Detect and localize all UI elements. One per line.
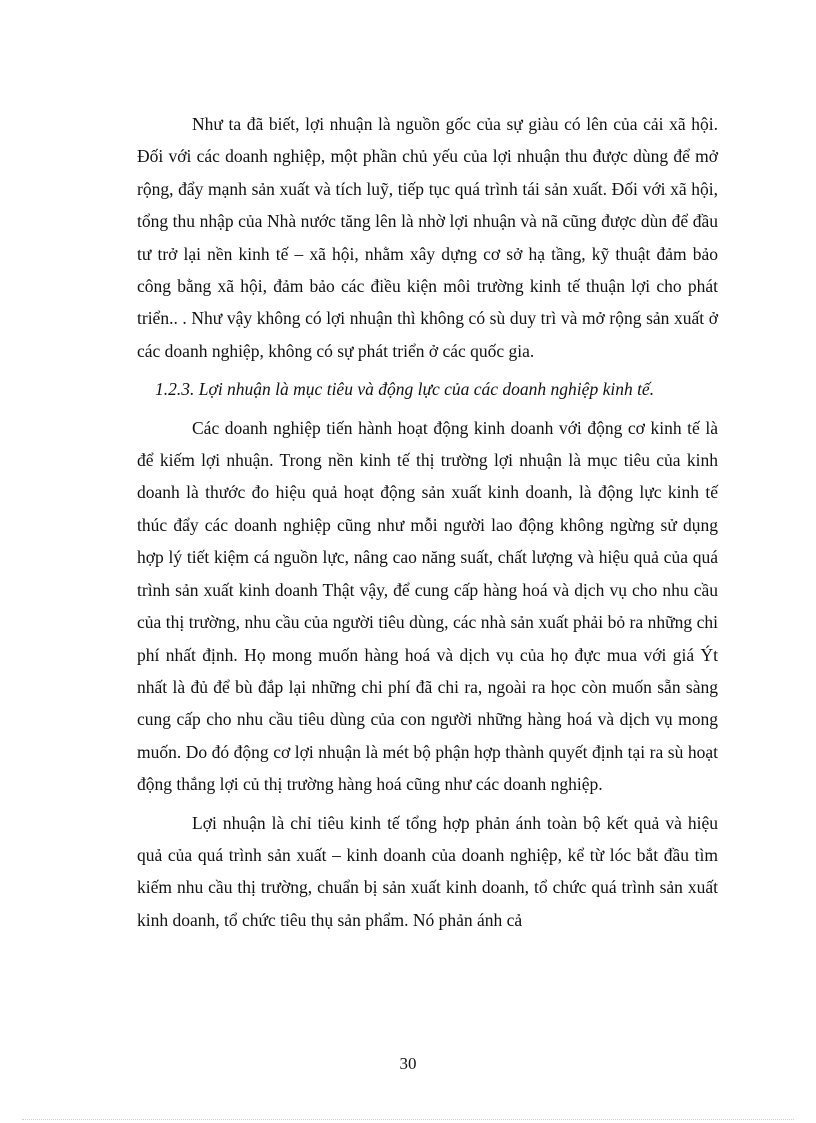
- paragraph-indicator: Lợi nhuận là chỉ tiêu kinh tế tổng hợp phản ánh toàn bộ kết quả và hiệu quả của quá trình sản xuất – kinh doanh của doanh nghiệp, kể từ lóc bắt đầu tìm kiếm nhu cầu thị trường, chuẩn bị sản xuất kinh doanh, tổ chức quá trình sản xuất kinh doanh, tổ chức tiêu thụ sản phẩm. Nó phản ánh cả: [137, 812, 718, 930]
- page-bottom-divider: [22, 1119, 794, 1120]
- page-number: 30: [399, 1054, 417, 1073]
- page-body: [137, 108, 718, 936]
- section-heading: 1.2.3. Lợi nhuận là mục tiêu và động lực của các doanh nghiệp kinh tế.: [155, 379, 655, 400]
- paragraph-intro: Như ta đã biết, lợi nhuận là nguồn gốc của sự giàu có lên của cải xã hội. Đối với các doanh nghiệp, một phần chủ yếu của lợi nhuận thu được dùng để mở rộng, đẩy mạnh sản xuất và tích luỹ, tiếp tục quá trình tái sản xuất. Đối với xã hội, tổng thu nhập của Nhà nước tăng lên là nhờ lợi nhuận và nã cũng được dùn để đầu tư trở lại nền kinh tế – xã hội, nhằm xây dựng cơ sở hạ tầng, kỹ thuật đảm bảo công bằng xã hội, đảm bảo các điều kiện môi trường kinh tế thuận lợi cho phát triển.. . Như vậy không có lợi nhuận thì không có sù duy trì và mở rộng sản xuất ở các doanh nghiệp, không có sự phát triển ở các quốc gia.: [137, 114, 718, 361]
- paragraph-motivation: Các doanh nghiệp tiến hành hoạt động kinh doanh với động cơ kinh tế là để kiếm lợi nhuận. Trong nền kinh tế thị trường lợi nhuận là mục tiêu của kinh doanh là thước đo hiệu quả hoạt động sản xuất kinh doanh, là động lực kinh tế thúc đẩy các doanh nghiệp cũng như mỗi người lao động không ngừng sử dụng hợp lý tiết kiệm cá nguồn lực, nâng cao năng suất, chất lượng và hiệu quả của quá trình sản xuất kinh doanh Thật vậy, để cung cấp hàng hoá và dịch vụ cho nhu cầu của thị trường, nhu cầu của người tiêu dùng, các nhà sản xuất phải bỏ ra những chi phí nhất định. Họ mong muốn hàng hoá và dịch vụ của họ đực mua với giá Ýt nhất là đủ để bù đắp lại những chi phí đã chi ra, ngoài ra học còn muốn sẵn sàng cung cấp cho nhu cầu tiêu dùng của con người những hàng hoá và dịch vụ mong muốn. Do đó động cơ lợi nhuận là mét bộ phận hợp thành quyết định tại ra sù hoạt động thắng lợi củ thị trường hàng hoá cũng như các doanh nghiệp.: [137, 417, 718, 795]
